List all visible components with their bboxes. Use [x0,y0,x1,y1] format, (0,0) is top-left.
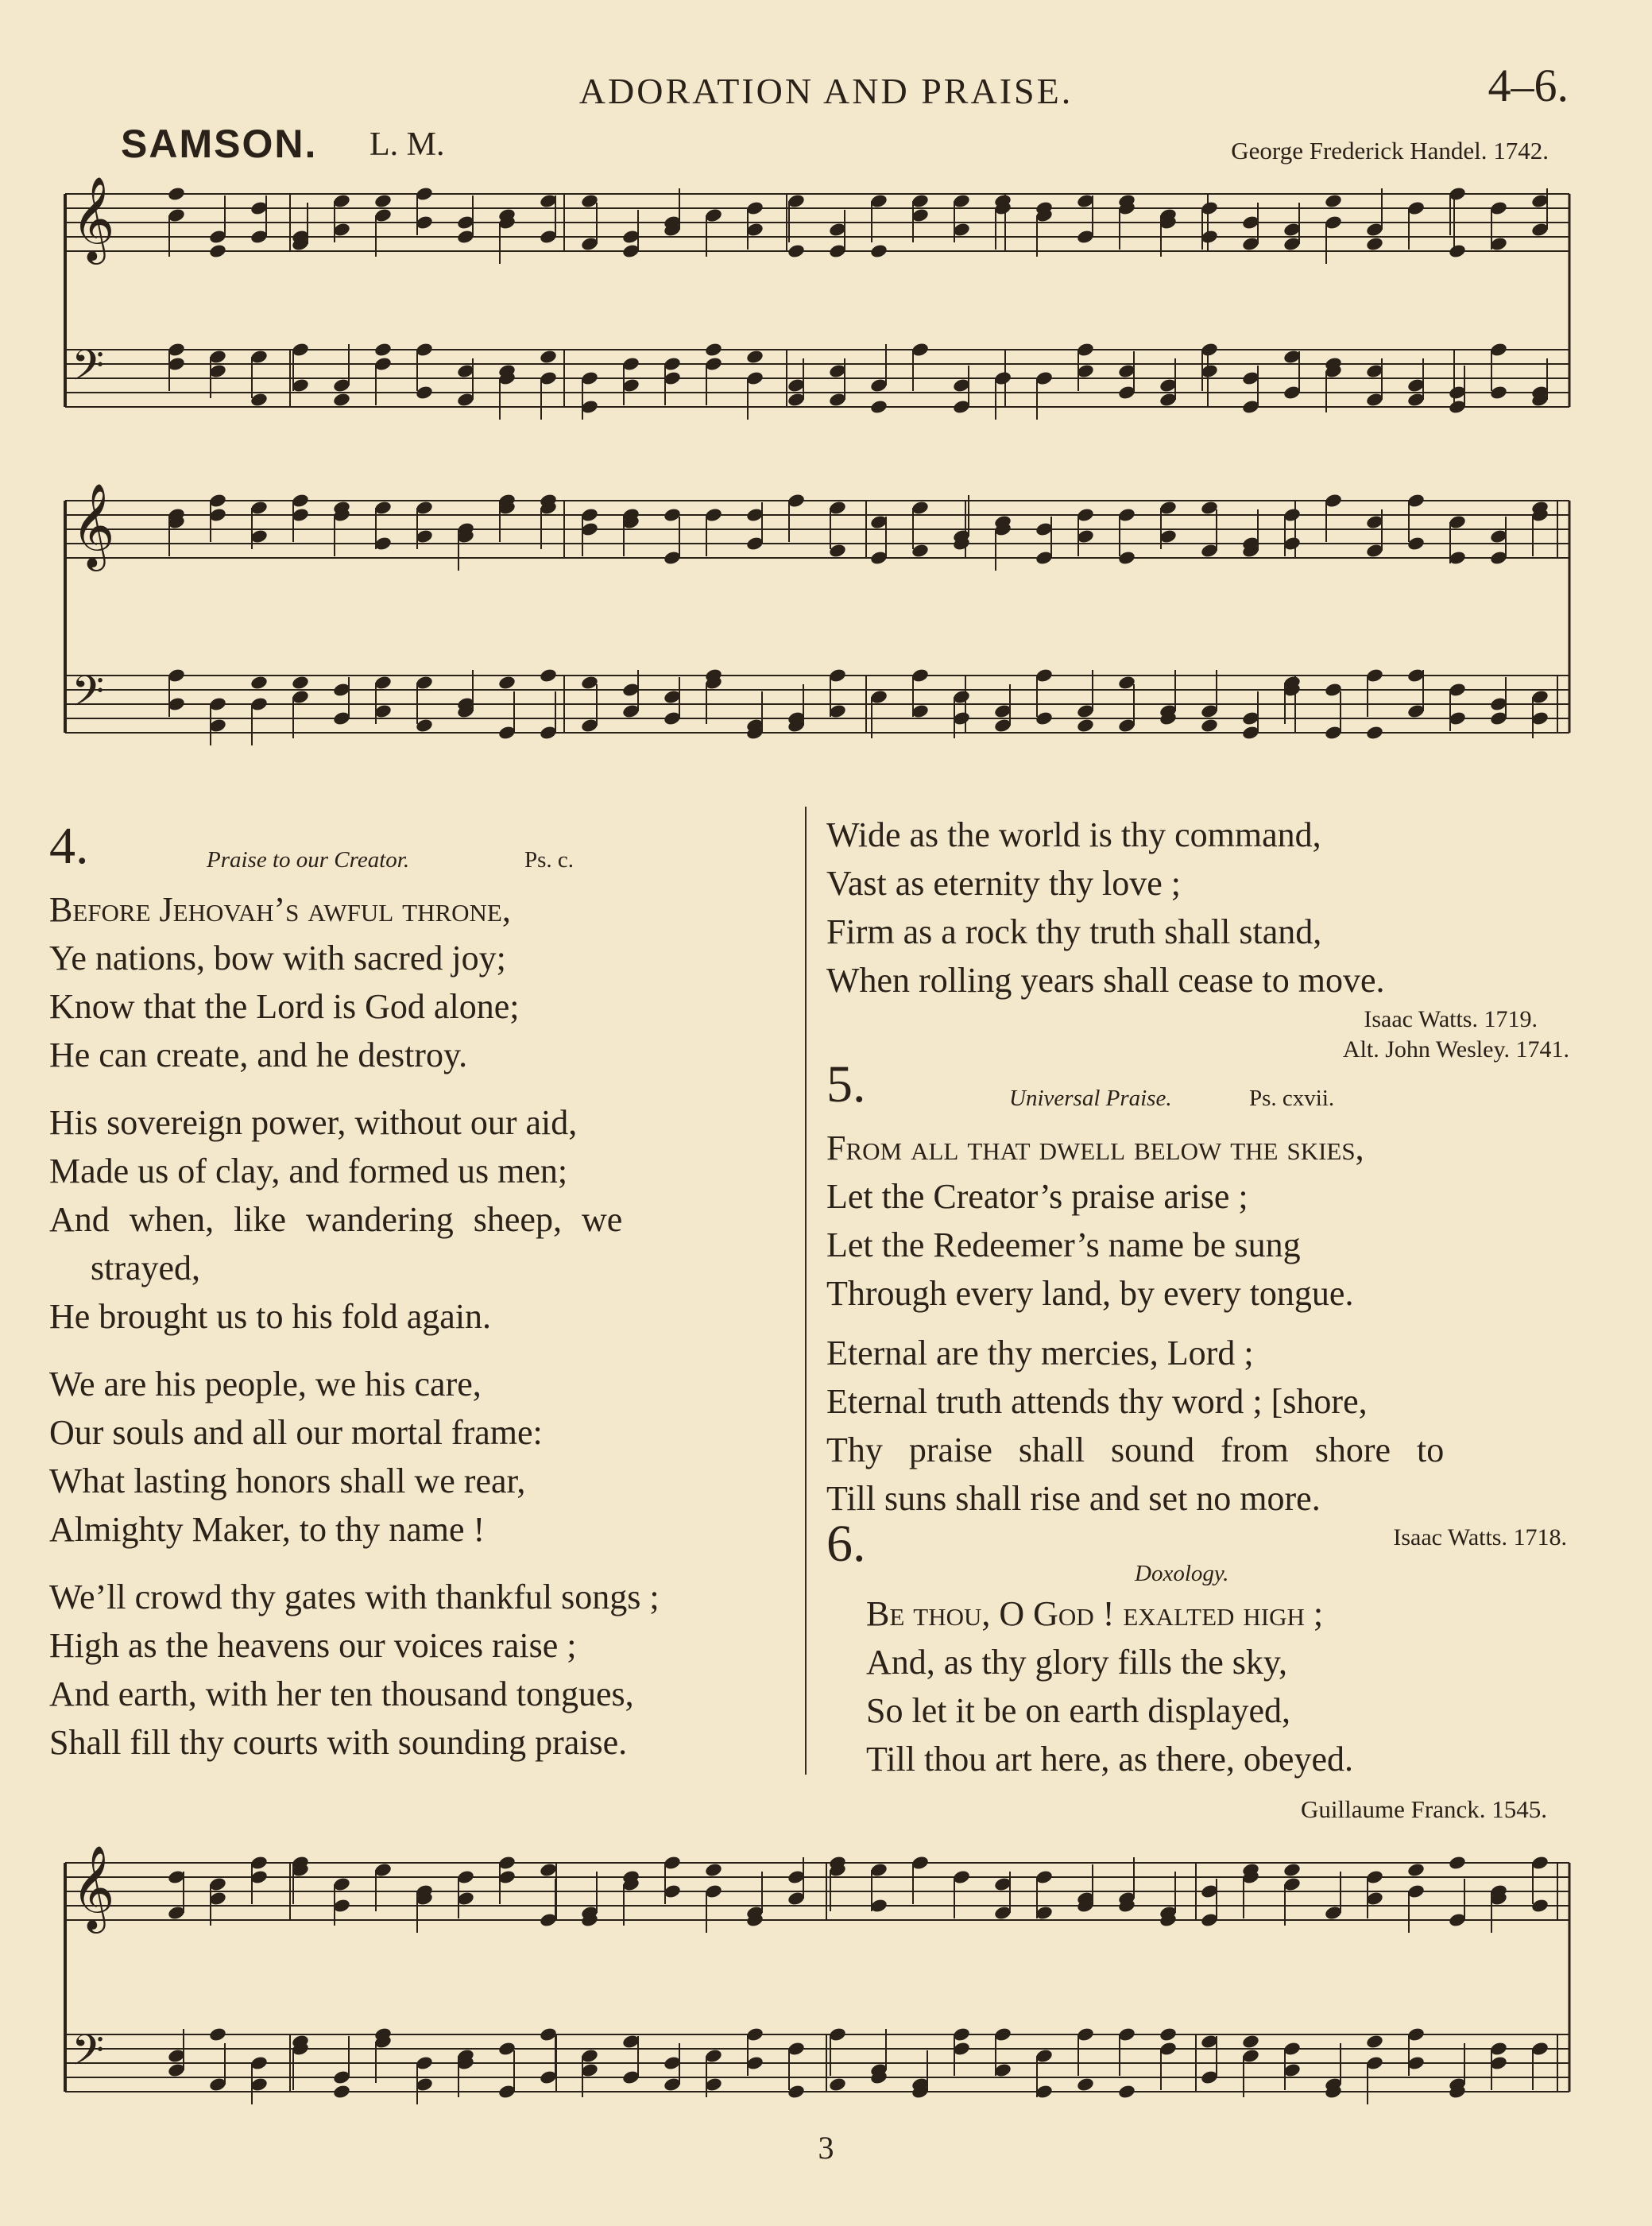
note-head [208,2027,227,2042]
page-number: 3 [818,2130,834,2166]
verse-line: Ye nations, bow with sacred joy; [49,939,506,978]
note-head [250,675,269,691]
hymn-psalm-ref: Ps. c. [524,847,575,873]
verse-line-text: From all that dwell below the skies, [826,1128,1364,1167]
verse-line: Our souls and all our mortal frame: [49,1413,543,1452]
verse-line: We are his people, we his care, [49,1365,482,1403]
note-head [539,668,558,683]
verse-line: Know that the Lord is God alone; [49,987,520,1026]
music-system-2 [0,477,1652,787]
bass-clef: 𝄢 [72,668,105,726]
note-head [167,186,186,202]
note-head [539,1862,558,1878]
verse-line: And, as thy glory fills the sky, [866,1643,1287,1682]
treble-clef: 𝄞 [72,482,115,567]
note-head [745,349,764,365]
note-head [869,399,888,415]
verse-line: So let it be on earth displayed, [866,1691,1290,1730]
right-column [826,811,1573,1783]
hymn-topic: Universal Praise. [1009,1086,1172,1111]
note-head [332,2084,351,2100]
note-head [1117,2084,1136,2100]
hymn-psalm-ref: Ps. cxvii. [1249,1086,1335,1111]
stanza [49,1098,796,1341]
note-head [373,193,393,209]
hymn-number: 4. [49,817,89,875]
note-head [1406,1862,1426,1878]
verse-line: Till thou art here, as there, obeyed. [866,1740,1353,1779]
stanza [826,811,1573,1005]
hymn-author: Isaac Watts. 1719. [1364,1006,1538,1032]
verse-line: Almighty Maker, to thy name ! [49,1510,486,1549]
note-head [1283,1862,1302,1878]
stanza [826,1124,1573,1318]
tune-meter: L. M. [369,126,445,163]
note-head [704,1862,723,1878]
bass-clef: 𝄢 [72,342,105,401]
note-head [1448,1855,1467,1871]
stanza [49,1360,796,1554]
tune-name: SAMSON. [121,122,318,166]
note-head [704,342,723,358]
verse-line: And when, like wandering sheep, we [49,1200,623,1239]
left-column [49,817,796,1767]
hymn-number: 6. [826,1515,866,1573]
verse-line: Wide as the world is thy command, [826,815,1321,854]
tune-composer: Guillaume Franck. 1545. [1301,1795,1547,1823]
note-head [1365,2034,1384,2050]
note-head [1076,718,1095,734]
tune-composer: George Frederick Handel. 1742. [1231,137,1549,165]
note-head [1365,236,1384,252]
verse-line: Firm as a rock thy truth shall stand, [826,912,1322,951]
hymn-alt-author-text: Alt. John Wesley. 1741. [1342,1036,1569,1063]
bass-clef: 𝄢 [72,2027,105,2085]
verse-line [826,1124,1573,1172]
note-head [539,349,558,365]
stanza [49,885,796,1079]
section-title: ADORATION AND PRAISE. [578,71,1074,111]
verse-line: What lasting honors shall we rear, [49,1461,526,1500]
hymn-range: 4–6. [1488,60,1569,111]
treble-clef: 𝄞 [72,1845,115,1930]
hymn-author: Isaac Watts. 1718. [1393,1524,1567,1550]
stanza [826,1329,1573,1523]
note-head [1365,725,1384,741]
note-head [1076,2077,1095,2092]
note-head [1324,193,1343,209]
verse-line: Made us of clay, and formed us men; [49,1152,568,1190]
note-head [1159,2027,1178,2042]
note-head [869,243,888,259]
verse-line [49,885,796,934]
verse-line: Through every land, by every tongue. [826,1274,1354,1313]
note-head [1241,2034,1260,2050]
verse-line: His sovereign power, without our aid, [49,1103,578,1142]
hymn-5-heading [826,1055,1573,1124]
verse-line: He can create, and he destroy. [49,1036,468,1074]
music-system-1 [0,159,1652,453]
stanza [826,1589,1573,1783]
verse-line: High as the heavens our voices raise ; [49,1626,577,1665]
verse-line-text: Before Jehovah’s awful throne, [49,890,511,929]
verse-line: When rolling years shall cease to move. [826,961,1385,1000]
note-head [208,243,227,259]
note-head [787,243,806,259]
verse-line: Thy praise shall sound from shore to [826,1430,1445,1469]
hymn-topic: Doxology. [1135,1561,1229,1586]
verse-line-text: Be thou, O God ! exalted high ; [866,1594,1324,1633]
treble-clef: 𝄞 [72,176,115,261]
stanza [49,1573,796,1767]
note-head [828,2077,847,2092]
verse-line: Eternal truth attends thy word ; [shore, [826,1382,1368,1421]
hymn-topic: Praise to our Creator. [207,847,410,873]
note-head [1448,243,1467,259]
music-system-3 [0,1820,1652,2122]
note-head [1200,718,1219,734]
note-head [497,675,516,691]
verse-line: Let the Creator’s praise arise ; [826,1177,1248,1216]
verse-line: Eternal are thy mercies, Lord ; [826,1334,1254,1372]
verse-line: We’ll crowd thy gates with thankful songs ; [49,1578,660,1616]
hymn-6-heading [826,1515,1573,1589]
hymn-number: 5. [826,1055,866,1113]
column-divider [805,807,807,1775]
hymn-alt-author [826,1035,1573,1065]
hymn-4-heading [49,817,796,885]
verse-line: strayed, [91,1248,201,1287]
verse-line: Shall fill thy courts with sounding praise. [49,1723,628,1762]
verse-line: Let the Redeemer’s name be sung [826,1225,1301,1264]
verse-line: And earth, with her ten thousand tongues, [49,1674,634,1713]
verse-line: He brought us to his fold again. [49,1297,492,1336]
note-head [373,342,393,358]
verse-line: Vast as eternity thy love ; [826,864,1182,903]
verse-line: Till suns shall rise and set no more. [826,1479,1321,1518]
note-head [291,675,310,691]
note-head [332,392,351,408]
